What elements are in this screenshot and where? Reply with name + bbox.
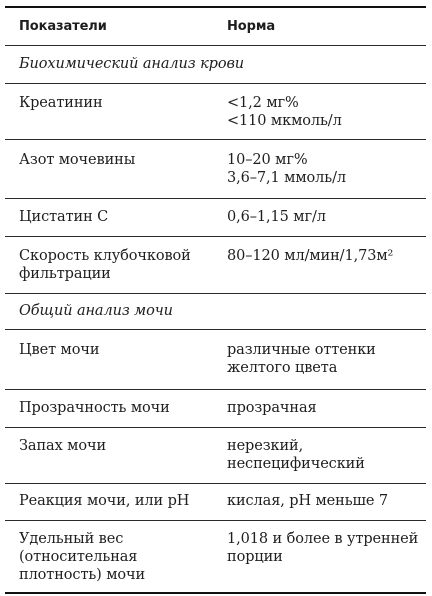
- row-name: Цистатин С: [19, 209, 109, 225]
- row-norm: порции: [227, 549, 283, 565]
- row-norm: 1,018 и более в утренней: [227, 531, 419, 547]
- row-norm: 0,6–1,15 мг/л: [227, 209, 326, 225]
- row-divider: [5, 483, 426, 484]
- row-divider: [5, 198, 426, 199]
- header-bottom-rule: [5, 45, 426, 46]
- section-title: Общий анализ мочи: [19, 303, 173, 319]
- row-name: фильтрации: [19, 266, 111, 282]
- table-top-rule: [5, 6, 426, 8]
- row-norm: кислая, pH меньше 7: [227, 493, 389, 509]
- table-bottom-rule: [5, 592, 426, 594]
- row-divider: [5, 236, 426, 237]
- row-name: Запах мочи: [19, 438, 107, 454]
- row-norm: 10–20 мг%: [227, 152, 308, 168]
- row-divider: [5, 139, 426, 140]
- column-header-norm: Норма: [227, 19, 276, 34]
- row-name: Креатинин: [19, 95, 103, 111]
- row-divider: [5, 520, 426, 521]
- row-divider: [5, 293, 426, 294]
- row-name: Удельный вес: [19, 531, 124, 547]
- row-name: (относительная: [19, 549, 138, 565]
- row-norm: 3,6–7,1 ммоль/л: [227, 170, 346, 186]
- row-norm: <1,2 мг%: [227, 95, 299, 111]
- row-norm: желтого цвета: [227, 360, 338, 376]
- row-norm: <110 мкмоль/л: [227, 113, 342, 129]
- row-norm: неспецифический: [227, 456, 365, 472]
- row-divider: [5, 427, 426, 428]
- row-name: Реакция мочи, или pH: [19, 493, 190, 509]
- row-divider: [5, 83, 426, 84]
- row-norm: различные оттенки: [227, 342, 376, 358]
- row-norm: прозрачная: [227, 400, 317, 416]
- row-divider: [5, 389, 426, 390]
- row-divider: [5, 329, 426, 330]
- section-title: Биохимический анализ крови: [19, 56, 245, 72]
- row-norm: 80–120 мл/мин/1,73м²: [227, 248, 394, 264]
- row-name: Скорость клубочковой: [19, 248, 191, 264]
- column-header-indicators: Показатели: [19, 19, 107, 34]
- row-norm: нерезкий,: [227, 438, 304, 454]
- row-name: Прозрачность мочи: [19, 400, 170, 416]
- row-name: плотность) мочи: [19, 567, 146, 583]
- row-name: Азот мочевины: [19, 152, 136, 168]
- row-name: Цвет мочи: [19, 342, 100, 358]
